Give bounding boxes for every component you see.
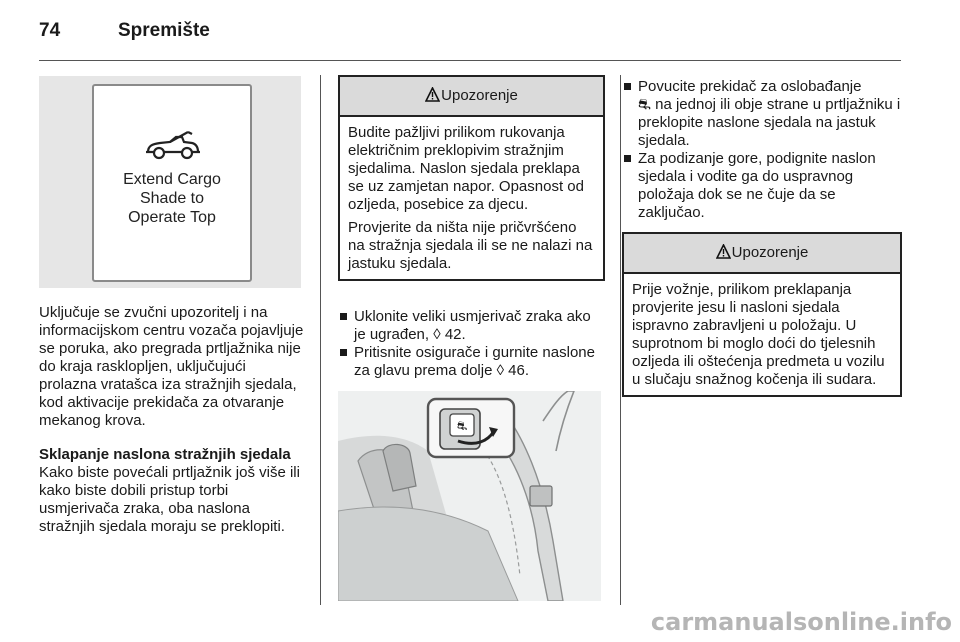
warning-box — [622, 232, 902, 397]
intro-paragraph: Uključuje se zvučni upozoritelj i na informacijskom centru vozača pojavljuje se poruka, ako pregrada prtljažnika nije do kraja rasklopljen, uključujući prolazna vratašca iza stražnjih sjedala, kod aktivacije prekidača za otvaranje mekanog krova. — [39, 304, 304, 429]
right-bullets — [622, 78, 904, 222]
header-divider — [39, 60, 901, 61]
middle-bullets — [338, 308, 606, 380]
section-heading: Sklapanje naslona stražnjih sjedala — [39, 446, 291, 463]
display-line: Shade to — [139, 190, 205, 207]
warning-triangle-icon — [716, 244, 731, 259]
warning-body — [624, 274, 900, 395]
warning-box — [338, 75, 605, 281]
warning-title: Upozorenje — [441, 87, 518, 104]
display-line: Operate Top — [128, 209, 216, 226]
list-item: Za podizanje gore, podignite naslon sjedala i vodite ga do uspravnog položaja dok se ne čuje da se zaključao. — [622, 150, 904, 222]
seat-release-icon: ⛐ — [638, 96, 651, 113]
warning-paragraph: Provjerite da ništa nije pričvršćeno na stražnja sjedala ili se ne nalazi na jastuku sjedala. — [348, 219, 593, 272]
warning-header — [340, 77, 603, 117]
warning-body — [340, 117, 603, 279]
page-title: Spremište — [118, 20, 210, 41]
display-line: Extend Cargo — [123, 171, 221, 188]
warning-header — [624, 234, 900, 274]
left-column-text — [39, 304, 307, 536]
list-item: Pritisnite osigurače i gurnite naslone za glavu prema dolje ◊ 46. — [338, 344, 606, 380]
watermark: carmanualsonline.info — [650, 608, 952, 636]
page-ref-icon: ◊ — [433, 326, 441, 343]
column-divider — [320, 75, 321, 605]
column-divider — [620, 75, 621, 605]
svg-text:⛐: ⛐ — [456, 419, 468, 433]
warning-triangle-icon — [425, 87, 440, 102]
display-figure — [39, 76, 301, 288]
convertible-car-icon — [142, 128, 202, 162]
warning-paragraph: Prije vožnje, prilikom preklapanja provjerite jesu li nasloni sjedala ispravno zabravljeni u položaju. U suprotnom bi moglo doći do tjelesnih ozljeda ili oštećenja predmeta u vozilu u slučaju snažnog kočenja ili sudara. — [632, 281, 885, 388]
list-item: Uklonite veliki usmjerivač zraka ako je ugrađen, ◊ 42. — [338, 308, 606, 344]
page-ref-icon: ◊ — [496, 362, 505, 379]
page-number: 74 — [39, 20, 61, 41]
driver-info-display — [92, 84, 252, 282]
warning-title: Upozorenje — [731, 244, 809, 261]
trunk-release-illustration — [338, 391, 601, 601]
warning-paragraph: Budite pažljivi prilikom rukovanja električnim preklopivim stražnjim sjedalima. Naslon sjedala preklapa se uz zamjetan napor. Opasnost od ozljeda, posebice za djecu. — [348, 124, 584, 213]
list-item: Povucite prekidač za oslobađanje ⛐ na jednoj ili obje strane u prtljažniku i preklopite naslone sjedala na jastuk sjedala. — [622, 78, 904, 150]
section-paragraph: Kako biste povećali prtljažnik još više ili kako biste dobili pristup torbi usmjerivača zraka, oba naslona stražnjih sjedala moraju se preklopiti. — [39, 464, 300, 535]
trunk-release-figure — [338, 391, 601, 601]
